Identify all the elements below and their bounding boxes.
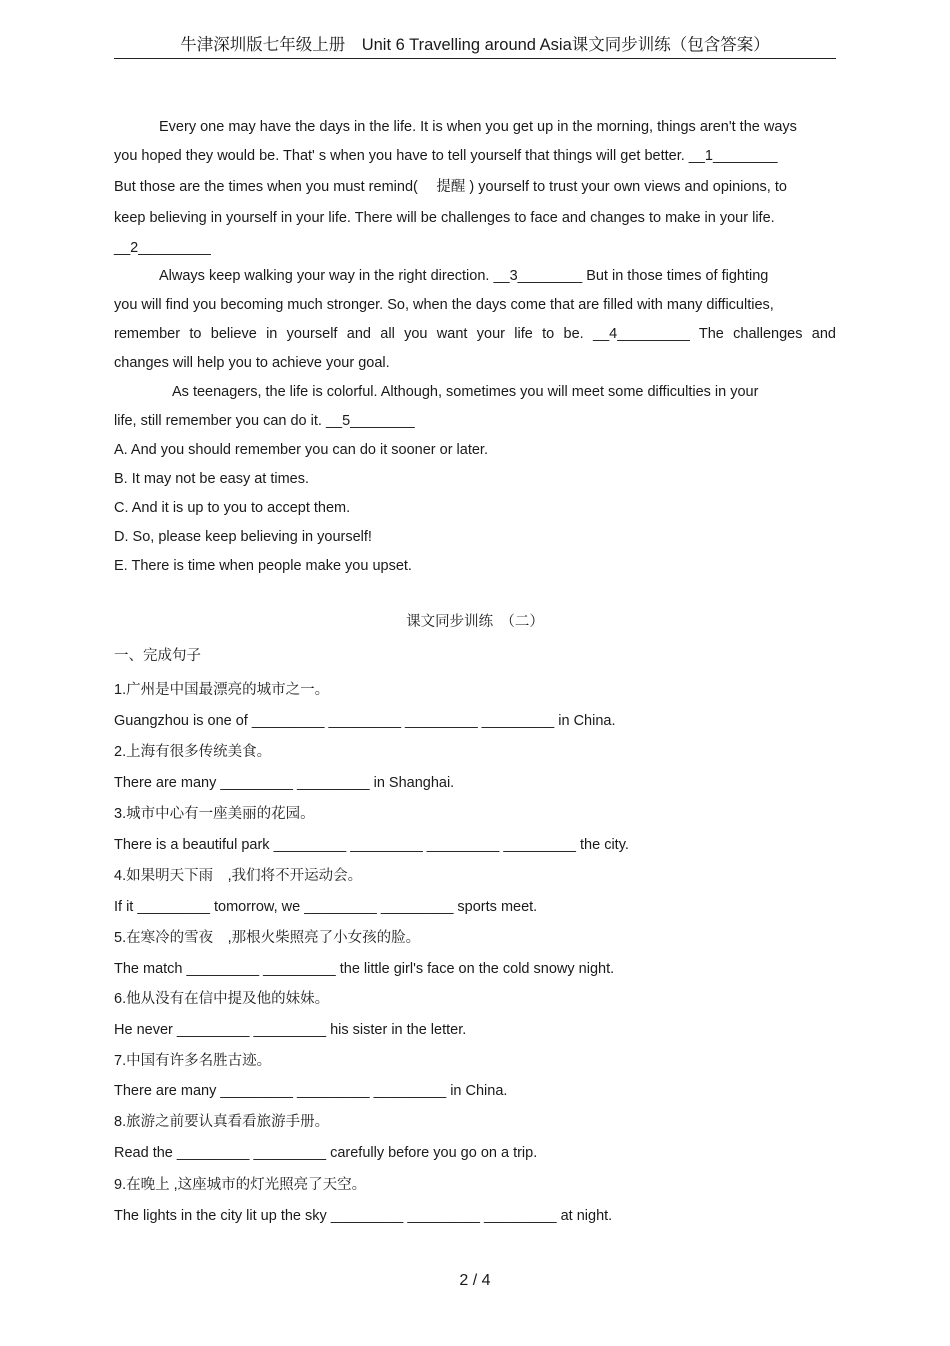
question-cn: 6.他从没有在信中提及他的妹妹。 — [114, 991, 330, 1007]
passage-line: you hoped they would be. That' s when you have to tell yourself that things will get better. __1________ — [114, 148, 778, 164]
question-en: Read the _________ _________ carefully before you go on a trip. — [114, 1145, 538, 1161]
passage-line: you will find you becoming much stronger. So, when the days come that are filled with many difficulties, — [114, 297, 774, 313]
question-cn: 2.上海有很多传统美食。 — [114, 744, 272, 760]
question-en: The match _________ _________ the little girl's face on the cold snowy night. — [114, 961, 615, 977]
question-cn: 1.广州是中国最漂亮的城市之一。 — [114, 682, 330, 698]
passage-line: life, still remember you can do it. __5________ — [114, 413, 415, 429]
question-cn: 7.中国有许多名胜古迹。 — [114, 1053, 272, 1069]
passage-line: Always keep walking your way in the right direction. __3________ But in those times of fighting — [159, 268, 769, 284]
passage-line: keep believing in yourself in your life. There will be challenges to face and changes to make in your life. — [114, 210, 775, 226]
passage-line: changes will help you to achieve your goal. — [114, 355, 390, 371]
question-cn: 8.旅游之前要认真看看旅游手册。 — [114, 1114, 330, 1130]
question-cn: 9.在晚上 ,这座城市的灯光照亮了天空。 — [114, 1177, 367, 1193]
question-cn: 3.城市中心有一座美丽的花园。 — [114, 806, 315, 822]
document-title: 牛津深圳版七年级上册 Unit 6 Travelling around Asia课文同步训练（包含答案） — [180, 36, 770, 54]
passage-line: But those are the times when you must remind( 提醒 ) yourself to trust your own views and opinions, to — [114, 179, 787, 195]
passage-line: __2_________ — [114, 240, 211, 256]
question-en: There is a beautiful park _________ _________ _________ _________ the city. — [114, 837, 629, 853]
section-subtitle: 一、完成句子 — [114, 648, 201, 664]
question-en: There are many _________ _________ in Shanghai. — [114, 775, 455, 791]
option-e: E. There is time when people make you upset. — [114, 558, 412, 574]
document-header — [114, 34, 836, 59]
section-title: 课文同步训练 （二） — [406, 614, 544, 630]
page-number: 2 / 4 — [459, 1272, 491, 1289]
question-cn: 4.如果明天下雨 ,我们将不开运动会。 — [114, 868, 363, 884]
question-cn: 5.在寒冷的雪夜 ,那根火柴照亮了小女孩的脸。 — [114, 930, 421, 946]
question-en: Guangzhou is one of _________ _________ _________ _________ in China. — [114, 713, 616, 729]
option-a: A. And you should remember you can do it sooner or later. — [114, 442, 488, 458]
option-d: D. So, please keep believing in yourself! — [114, 529, 372, 545]
passage-line: remember to believe in yourself and all you want your life to be. __4_________ The challenges and — [114, 326, 836, 342]
question-en: If it _________ tomorrow, we _________ _________ sports meet. — [114, 899, 538, 915]
passage-line: Every one may have the days in the life. It is when you get up in the morning, things aren't the ways — [159, 119, 797, 135]
option-c: C. And it is up to you to accept them. — [114, 500, 351, 516]
passage-line: As teenagers, the life is colorful. Although, sometimes you will meet some difficulties in your — [172, 384, 759, 400]
question-en: The lights in the city lit up the sky _________ _________ _________ at night. — [114, 1208, 613, 1224]
question-en: There are many _________ _________ _________ in China. — [114, 1083, 508, 1099]
question-en: He never _________ _________ his sister in the letter. — [114, 1022, 467, 1038]
option-b: B. It may not be easy at times. — [114, 471, 310, 487]
